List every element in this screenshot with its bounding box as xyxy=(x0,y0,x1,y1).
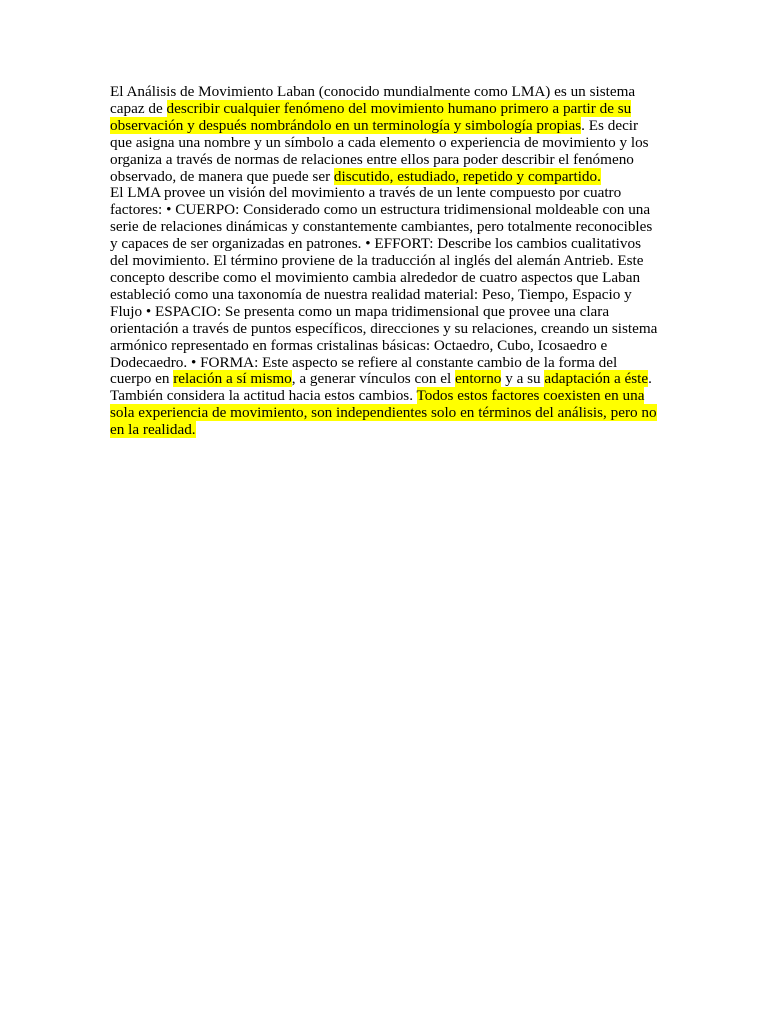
highlighted-text: relación a sí mismo xyxy=(173,370,292,388)
highlighted-text: adaptación a éste xyxy=(544,370,649,388)
text-run: y a su xyxy=(501,370,545,388)
highlighted-text: describir cualquier fenómeno del movimiento humano primero a partir de su observación y después nombrándolo en un terminología y simbología propias xyxy=(110,99,632,134)
text-run: El LMA provee un visión del movimiento a través de un lente compuesto por cuatro factores: • CUERPO: Considerado como un estructura tridimensional moldeable con una serie de relaciones dinámicas y constantemente cambiantes, pero totalmente reconocibles y capaces de ser organizadas en patrones. • EFFORT: Describe los cambios cualitativos del movimiento. El término proviene de la traducción al inglés del alemán Antrieb. Este concepto describe como el movimiento cambia alrededor de cuatro aspectos que Laban estableció como una taxonomía de nuestra realidad material: Peso, Tiempo, Espacio y Flujo • ESPACIO: Se presenta como un mapa tridimensional que provee una clara orientación a través de puntos específicos, direcciones y su relaciones, creando un sistema armónico representado en formas cristalinas básicas: Octaedro, Cubo, Icosaedro e Dodecaedro. • FORMA: Este aspecto se refiere al constante cambio de la forma del cuerpo en xyxy=(110,184,658,388)
paragraph-factors xyxy=(110,185,658,439)
highlighted-text: discutido, estudiado, repetido y compartido. xyxy=(333,167,601,185)
highlighted-text: Todos estos factores coexisten en una sola experiencia de movimiento, son independientes solo en términos del análisis, pero no en la realidad. xyxy=(110,387,657,439)
text-run: . Es decir que asigna una nombre y un símbolo a cada elemento o experiencia de movimiento y los organiza a través de normas de relaciones entre ellos para poder describir el fenómeno observado, de manera que puede ser xyxy=(110,116,649,185)
text-run: , a generar vínculos con el xyxy=(291,370,455,388)
highlighted-text: entorno xyxy=(454,370,502,388)
document-page xyxy=(110,84,658,439)
text-run: . También considera la actitud hacia estos cambios. xyxy=(110,370,652,405)
paragraph-intro xyxy=(110,84,658,185)
text-run: El Análisis de Movimiento Laban (conocido mundialmente como LMA) es un sistema capaz de xyxy=(110,83,636,117)
